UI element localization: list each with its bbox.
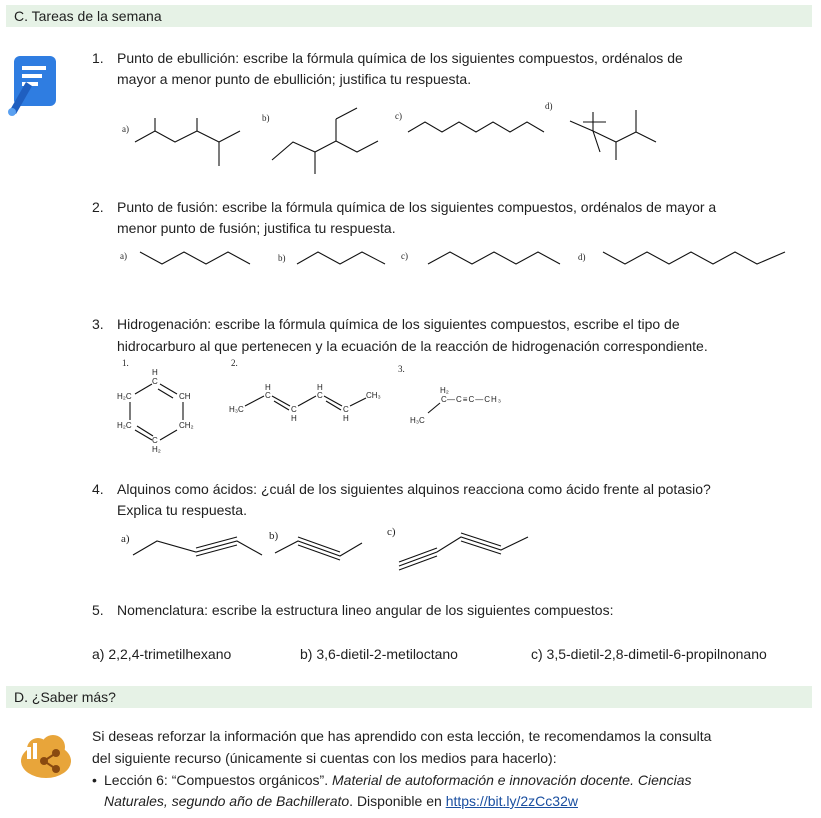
q1-label-c: c) — [395, 111, 402, 121]
q1-label-d: d) — [545, 101, 553, 111]
q5-item-c: c) 3,5-dietil-2,8-dimetil-6-propilnonano — [531, 646, 767, 662]
q4-number: 4. — [92, 481, 104, 497]
s2-ch3: CH₃ — [366, 391, 381, 400]
s2-c1: C — [265, 391, 271, 400]
reference-available: . Disponible en — [349, 793, 442, 809]
reference-source-italic1: Material de autoformación e innovación docente. Ciencias — [332, 772, 692, 788]
section-d-title: D. ¿Saber más? — [14, 689, 116, 705]
q5-number: 5. — [92, 602, 104, 618]
q1-text-line2: mayor a menor punto de ebullición; justifica tu respuesta. — [117, 71, 472, 87]
q4-structure-c — [0, 0, 1, 1]
bullet: • — [92, 772, 97, 788]
q2-label-d: d) — [578, 252, 586, 262]
q3-number: 3. — [92, 316, 104, 332]
reference-link[interactable]: https://bit.ly/2zCc32w — [445, 793, 578, 809]
q2-text-line2: menor punto de fusión; justifica tu respuesta. — [117, 220, 396, 236]
s3-c-top: C — [441, 395, 447, 404]
s2-c2: C — [291, 405, 297, 414]
q3-text-line1: Hidrogenación: escribe la fórmula química de los siguientes compuestos, escribe el tipo de — [117, 316, 680, 332]
section-d-para-line2: del siguiente recurso (únicamente si cuentas con los medios para hacerlo): — [92, 750, 557, 766]
s2-h4: H — [343, 414, 349, 423]
s2-h3c: H₃C — [229, 405, 244, 414]
s1-c-bottom: C — [152, 436, 158, 445]
q1-label-a: a) — [122, 124, 129, 134]
q1-label-b: b) — [262, 113, 270, 123]
q2-label-a: a) — [120, 251, 127, 261]
s2-h1: H — [265, 383, 271, 392]
q4-label-c: c) — [387, 526, 396, 538]
s1-h2-bottom: H₂ — [152, 445, 161, 454]
share-cloud-icon — [18, 733, 74, 781]
reference-title: Lección 6: “Compuestos orgánicos”. — [104, 772, 329, 788]
q1-number: 1. — [92, 50, 104, 66]
s2-h2: H — [291, 414, 297, 423]
section-c-header — [6, 5, 812, 27]
reference-source-italic2: Naturales, segundo año de Bachillerato — [104, 793, 350, 809]
pencil-doc-icon — [6, 52, 58, 116]
reference-line1 — [104, 770, 810, 791]
s3-h2: H₂ — [440, 386, 449, 395]
q1-text-line1: Punto de ebullición: escribe la fórmula química de los siguientes compuestos, ordénalos de — [117, 50, 683, 66]
s1-h2c-low: H₂C — [117, 421, 132, 430]
q3-label-1: 1. — [122, 358, 129, 368]
q3-label-2: 2. — [231, 358, 238, 368]
q2-number: 2. — [92, 199, 104, 215]
q4-label-a: a) — [121, 533, 130, 545]
q3-label-3: 3. — [398, 364, 405, 374]
q2-label-c: c) — [401, 251, 408, 261]
s1-h2c-left: H₂C — [117, 392, 132, 401]
section-d-para-line1: Si deseas reforzar la información que has aprendido con esta lección, te recomendamos la consulta — [92, 728, 712, 744]
q5-item-b: b) 3,6-dietil-2-metiloctano — [300, 646, 458, 662]
q3-text-line2: hidrocarburo al que pertenecen y la ecuación de la reacción de hidrogenación correspondiente. — [117, 338, 708, 354]
s3-chain: —C≡C—CH₃ — [447, 395, 503, 404]
q2-label-b: b) — [278, 253, 286, 263]
s1-c-top: C — [152, 377, 158, 386]
s3-h3c: H₃C — [410, 416, 425, 425]
q5-item-a: a) 2,2,4-trimetilhexano — [92, 646, 232, 662]
reference-line2 — [104, 791, 578, 812]
s1-ch-right: CH — [179, 392, 191, 401]
s2-c3: C — [317, 391, 323, 400]
q4-label-b: b) — [269, 530, 279, 542]
s2-h3: H — [317, 383, 323, 392]
section-c-title: C. Tareas de la semana — [14, 8, 162, 24]
q4-text-line1: Alquinos como ácidos: ¿cuál de los siguientes alquinos reacciona como ácido frente al potasio? — [117, 481, 711, 497]
q2-text-line1: Punto de fusión: escribe la fórmula química de los siguientes compuestos, ordénalos de mayor a — [117, 199, 717, 215]
s2-c4: C — [343, 405, 349, 414]
q4-text-line2: Explica tu respuesta. — [117, 502, 247, 518]
section-d-header — [6, 686, 812, 708]
s1-h-top: H — [152, 368, 158, 377]
s1-ch2-right: CH₂ — [179, 421, 194, 430]
q5-text: Nomenclatura: escribe la estructura lineo angular de los siguientes compuestos: — [117, 602, 614, 618]
